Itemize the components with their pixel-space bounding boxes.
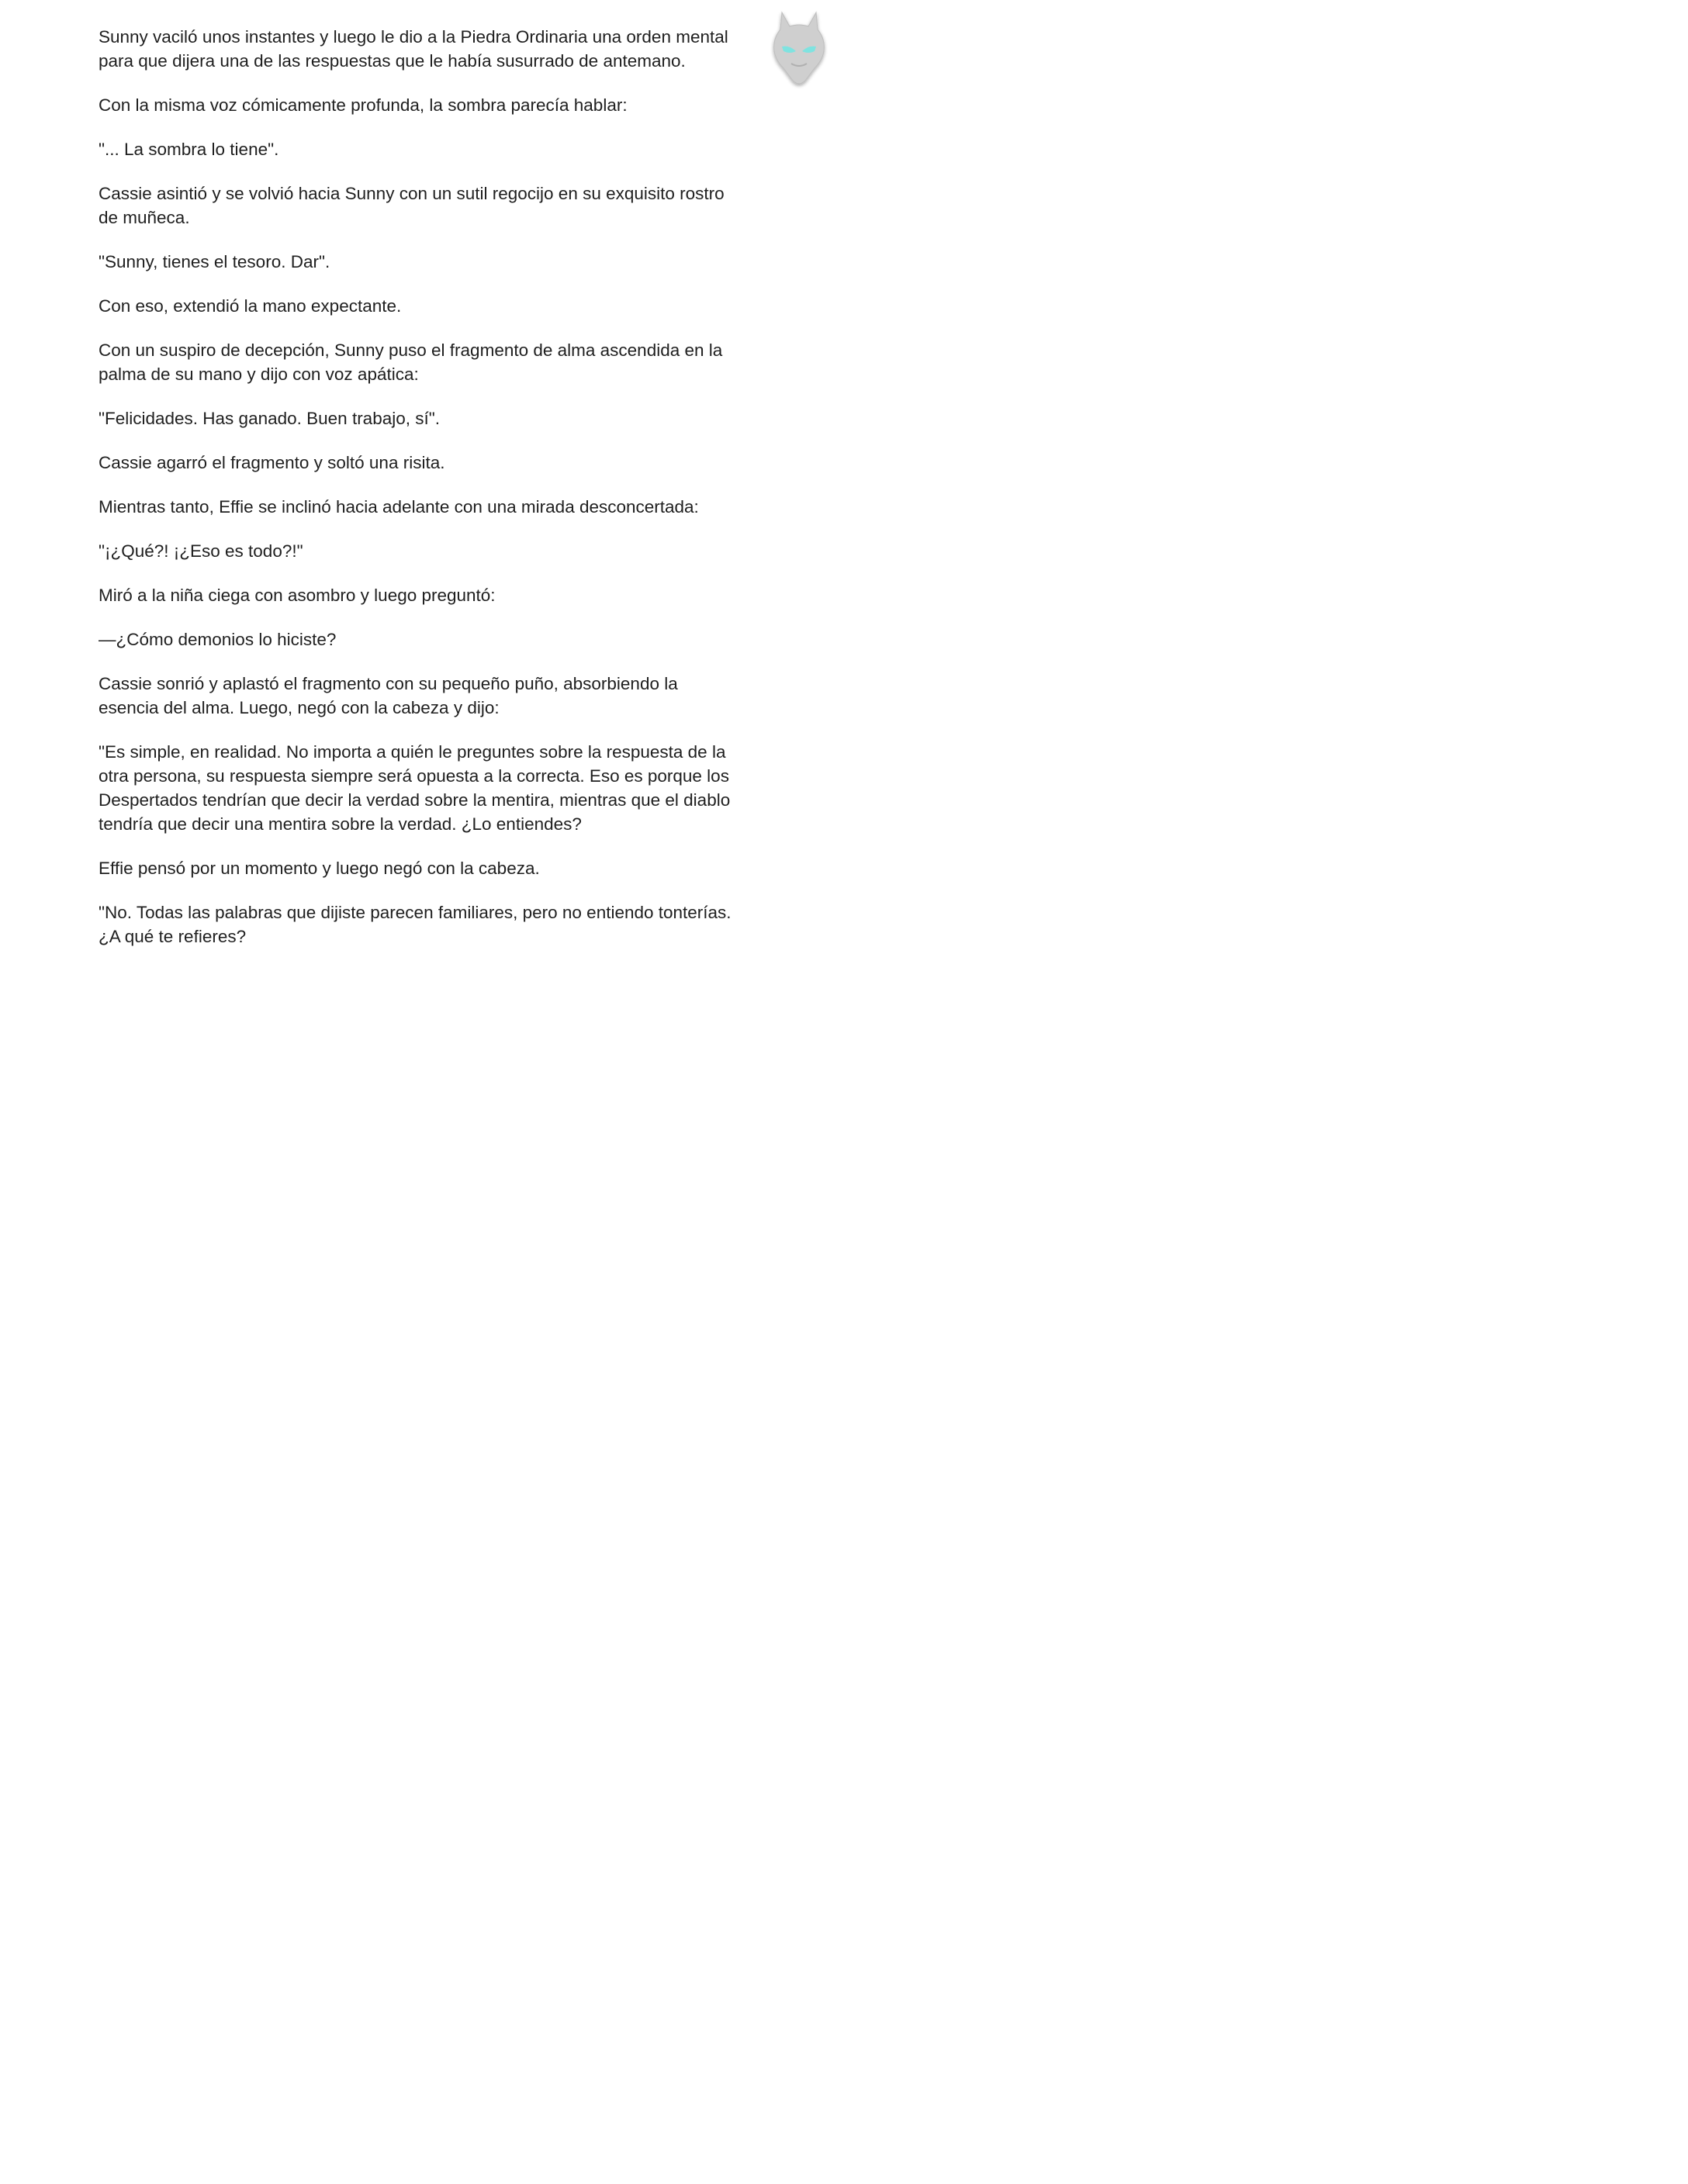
paragraph: Cassie asintió y se volvió hacia Sunny con un sutil regocijo en su exquisito rostro de muñeca. [99,184,725,227]
paragraph: "... La sombra lo tiene". [99,140,279,159]
document-page [0,0,844,1092]
paragraph: Cassie sonrió y aplastó el fragmento con su pequeño puño, absorbiendo la esencia del alma. Luego, negó con la cabeza y dijo: [99,674,678,717]
horned-demon-head-icon [760,6,838,93]
text-body [99,25,742,969]
paragraph: Con un suspiro de decepción, Sunny puso el fragmento de alma ascendida en la palma de su mano y dijo con voz apática: [99,340,723,384]
watermark-logo [760,6,838,93]
paragraph: "Es simple, en realidad. No importa a quién le preguntes sobre la respuesta de la otra persona, su respuesta siempre será opuesta a la correcta. Eso es porque los Despertados tendrían que decir la verdad sobre la mentira, mientras que el diablo tendría que decir una mentira sobre la verdad. ¿Lo entiendes? [99,742,731,834]
paragraph: —¿Cómo demonios lo hiciste? [99,630,337,649]
paragraph: Sunny vaciló unos instantes y luego le dio a la Piedra Ordinaria una orden mental para que dijera una de las respuestas que le había susurrado de antemano. [99,27,728,71]
paragraph: "No. Todas las palabras que dijiste parecen familiares, pero no entiendo tonterías. ¿A qué te refieres? [99,903,732,946]
paragraph: "Sunny, tienes el tesoro. Dar". [99,252,330,271]
paragraph: Cassie agarró el fragmento y soltó una risita. [99,453,445,472]
paragraph: "¡¿Qué?! ¡¿Eso es todo?!" [99,541,303,561]
paragraph: Miró a la niña ciega con asombro y luego preguntó: [99,586,496,605]
paragraph: Mientras tanto, Effie se inclinó hacia adelante con una mirada desconcertada: [99,497,699,517]
paragraph: "Felicidades. Has ganado. Buen trabajo, sí". [99,409,440,428]
paragraph: Con la misma voz cómicamente profunda, la sombra parecía hablar: [99,95,628,115]
paragraph: Con eso, extendió la mano expectante. [99,296,402,316]
paragraph: Effie pensó por un momento y luego negó con la cabeza. [99,859,540,878]
